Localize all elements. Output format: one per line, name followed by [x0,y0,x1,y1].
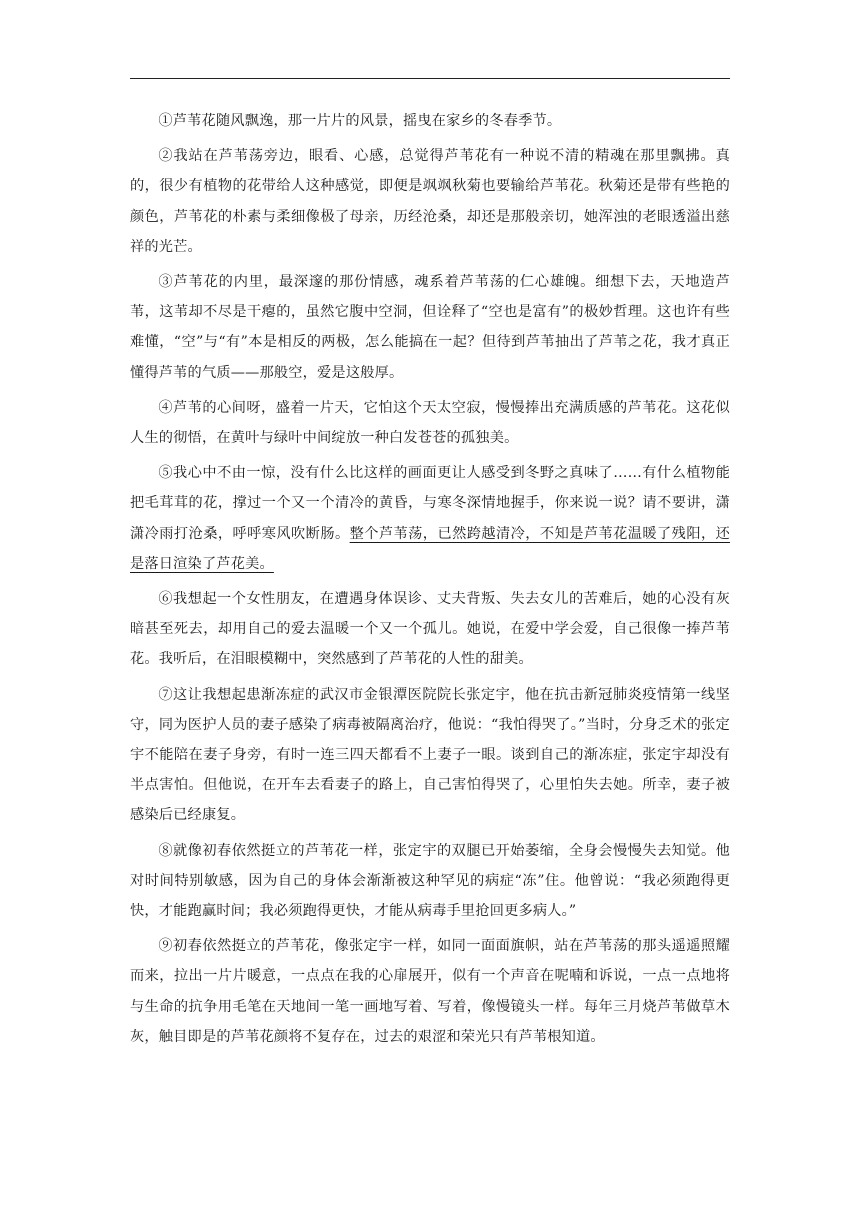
paragraph-3: ③芦苇花的内里，最深邃的那份情感，魂系着芦苇荡的仁心雄魄。细想下去，天地造芦苇，这苇却不尽是干瘪的，虽然它腹中空洞，但诠释了“空也是富有”的极妙哲理。这也许有些难懂，“空”与“有”本是相反的两极，怎么能搞在一起？但待到芦苇抽出了芦苇之花，我才真正懂得芦苇的气质——那般空，爱是这般厚。 [130,274,730,381]
paragraph-6: ⑥我想起一个女性朋友，在遭遇身体误诊、丈夫背叛、失去女儿的苦难后，她的心没有灰暗甚至死去，却用自己的爱去温暖一个又一个孤儿。她说，在爱中学会爱，自己很像一捧芦苇花。我听后，在泪眼模糊中，突然感到了芦苇花的人性的甜美。 [130,591,730,668]
article-body [130,106,730,1057]
paragraph-9: ⑨初春依然挺立的芦苇花，像张定宇一样，如同一面面旗帜，站在芦苇荡的那头遥遥照耀而来，拉出一片片暖意，一点点在我的心扉展开，似有一个声音在呢喃和诉说，一点一点地将与生命的抗争用毛笔在天地间一笔一画地写着、写着，像慢镜头一样。每年三月烧芦苇做草木灰，触目即是的芦苇花颜将不复存在，过去的艰涩和荣光只有芦苇根知道。 [130,938,730,1045]
paragraph-1: ①芦苇花随风飘逸，那一片片的风景，摇曳在家乡的冬春季节。 [158,113,562,129]
paragraph-2: ②我站在芦苇荡旁边，眼看、心感，总觉得芦苇花有一种说不清的精魂在那里飘拂。真的，很少有植物的花带给人这种感觉，即便是飒飒秋菊也要输给芦苇花。秋菊还是带有些艳的颜色，芦苇花的朴素与柔细像极了母亲，历经沧桑，却还是那般亲切，她浑浊的老眼透溢出慈祥的光芒。 [130,148,730,255]
paragraph-5-text: ⑤我心中不由一惊，没有什么比这样的画面更让人感受到冬野之真味了……有什么植物能把毛茸茸的花，撑过一个又一个清冷的黄昏，与寒冬深情地握手，你来说一说？请不要讲，潇潇冷雨打沧桑，呼呼寒风吹断肠。 [130,465,730,542]
header-rule [130,78,730,79]
paragraph-4: ④芦苇的心间呀，盛着一片天，它怕这个天太空寂，慢慢捧出充满质感的芦苇花。这花似人生的彻悟，在黄叶与绿叶中间绽放一种白发苍苍的孤独美。 [130,399,730,447]
paragraph-7: ⑦这让我想起患渐冻症的武汉市金银潭医院院长张定宇，他在抗击新冠肺炎疫情第一线坚守，同为医护人员的妻子感染了病毒被隔离治疗，他说：“我怕得哭了。”当时，分身乏术的张定宇不能陪在妻子身旁，有时一连三四天都看不上妻子一眼。谈到自己的渐冻症，张定宇却没有半点害怕。但他说，在开车去看妻子的路上，自己害怕得哭了，心里怕失去她。所幸，妻子被感染后已经康复。 [130,686,730,824]
underlined-sentence: 整个芦苇荡，已然跨越清冷，不知是芦苇花温暖了残阳，还是落日渲染了芦花美。 [130,525,730,572]
paragraph-5 [130,458,730,579]
paragraph-8: ⑧就像初春依然挺立的芦苇花一样，张定宇的双腿已开始萎缩，全身会慢慢失去知觉。他对时间特别敏感，因为自己的身体会渐渐被这种罕见的病症“冻”住。他曾说：“我必须跑得更快，才能跑赢时间；我必须跑得更快，才能从病毒手里抢回更多病人。” [130,842,730,920]
